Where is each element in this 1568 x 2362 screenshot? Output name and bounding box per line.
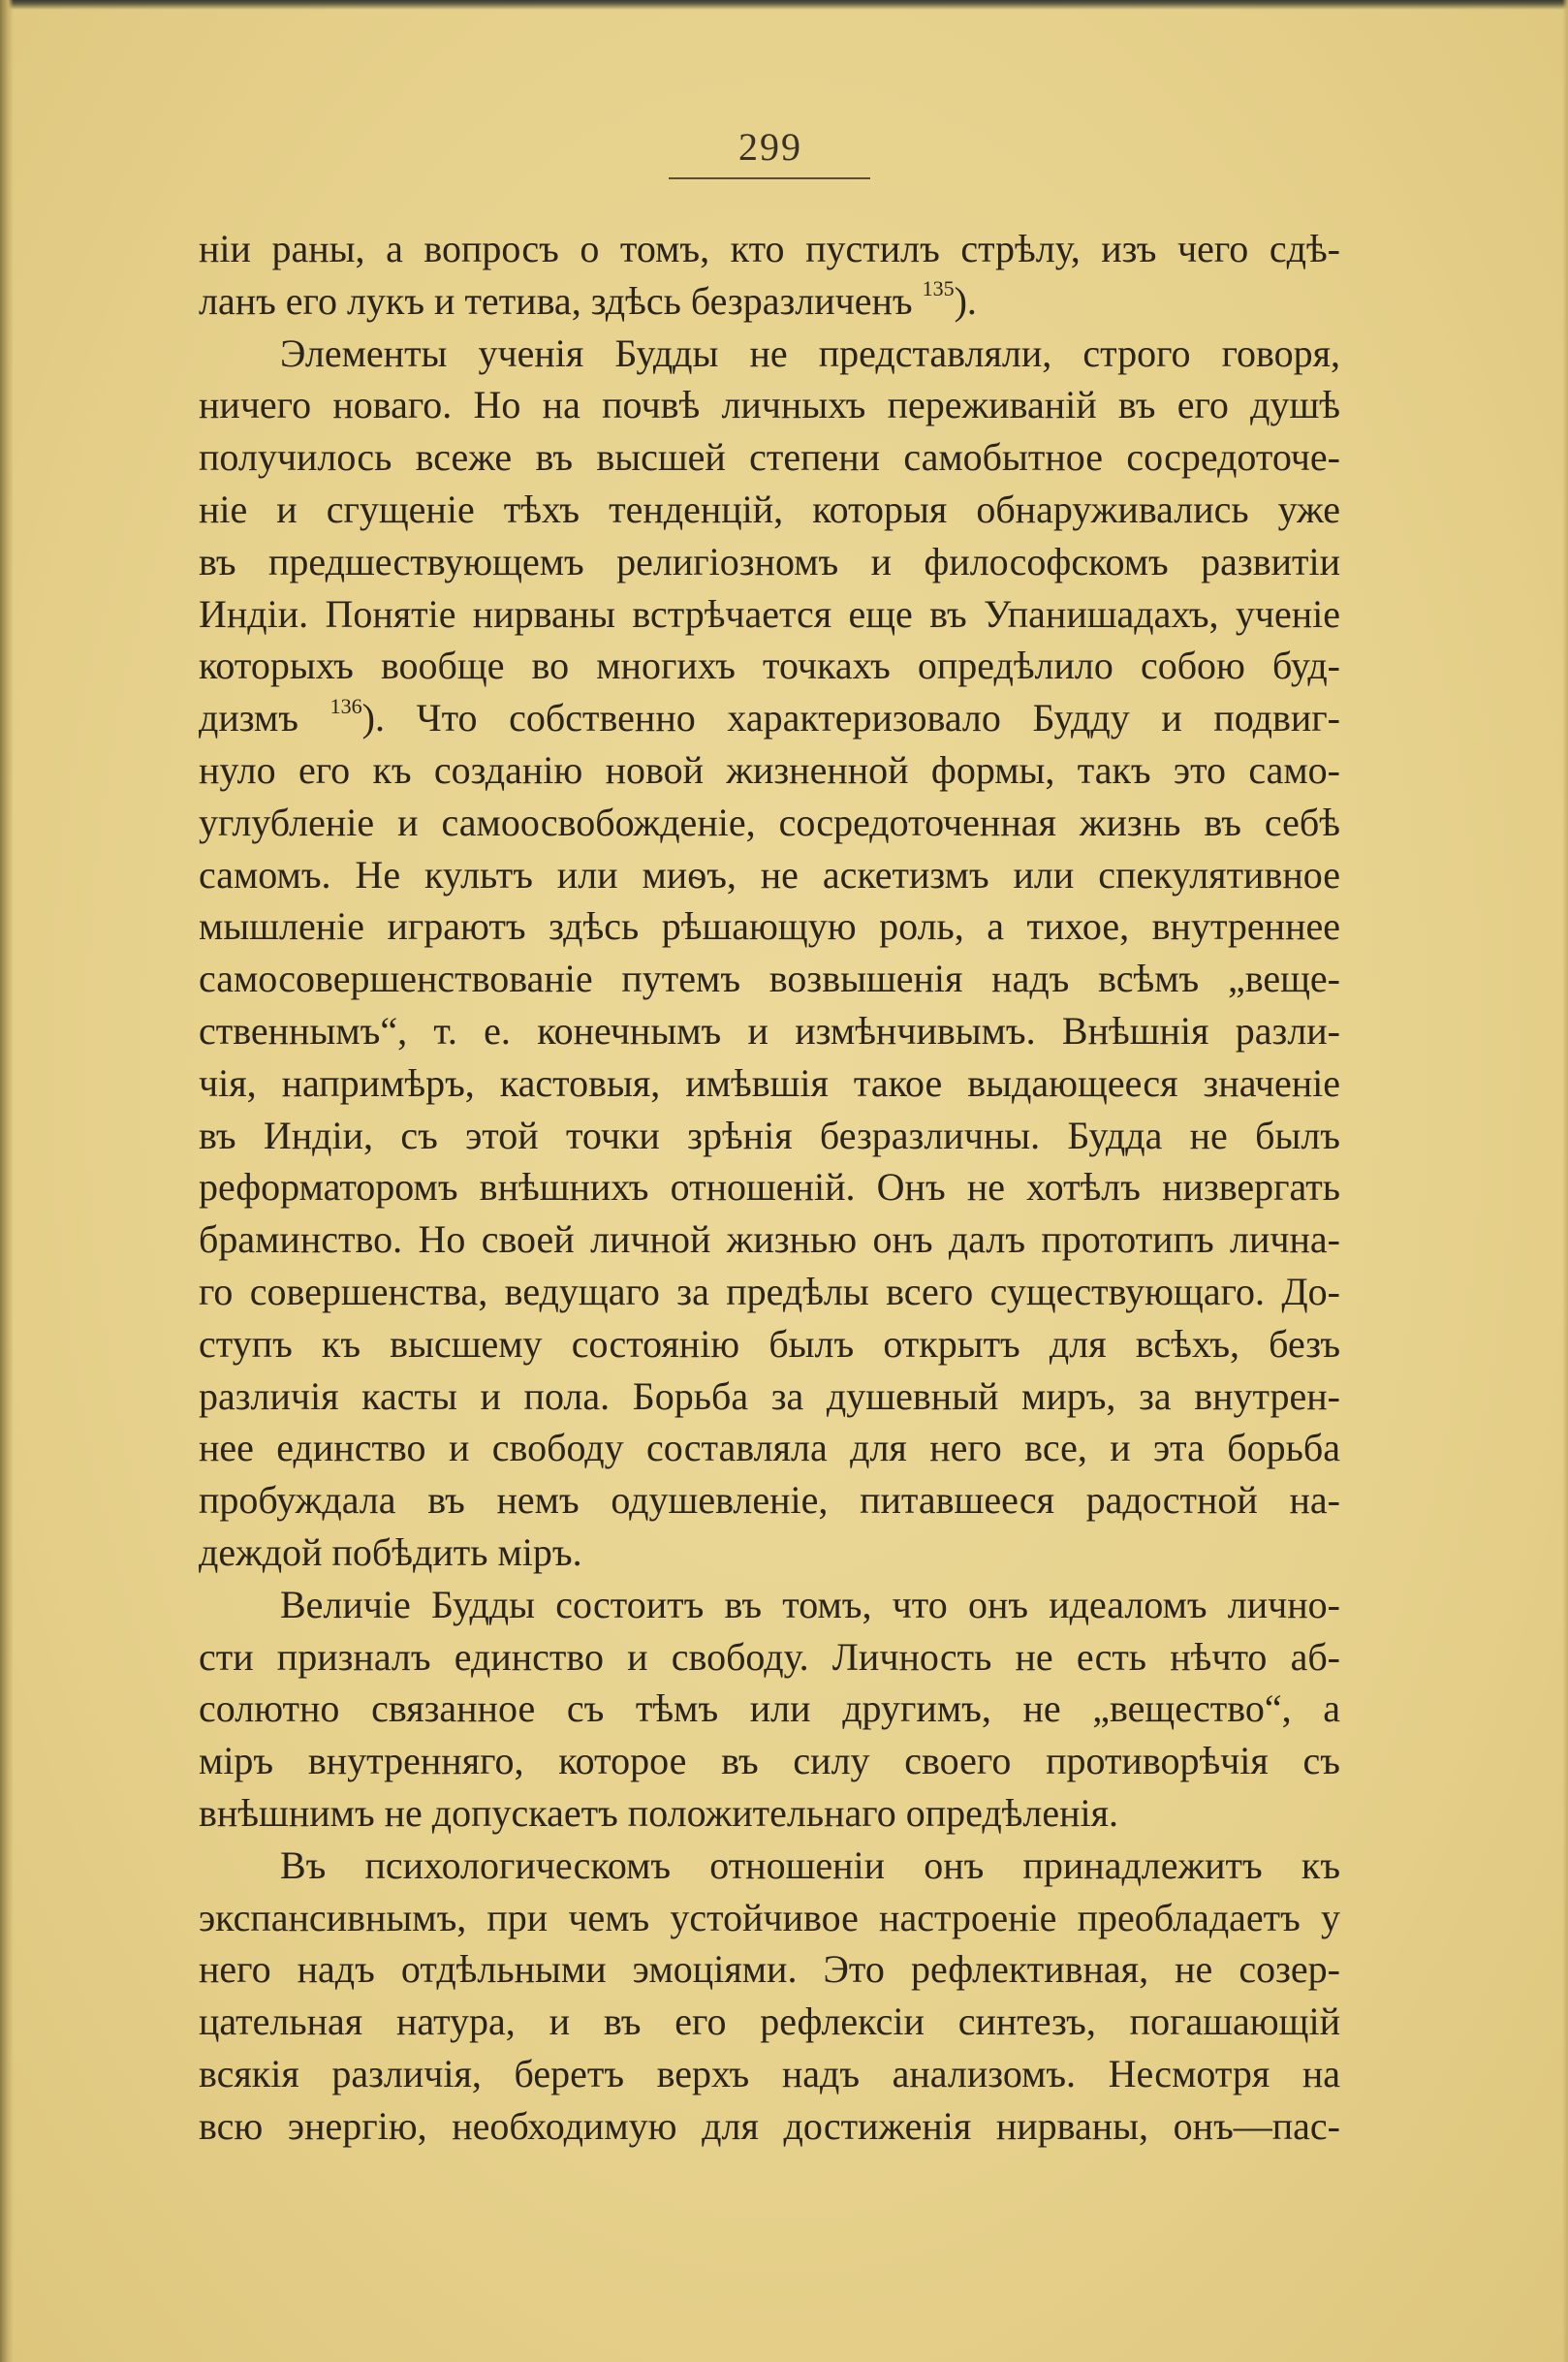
text-line: всю энергію, необходимую для достиженія нирваны, онъ—пас- [199,2103,1340,2148]
text-line-part: ланъ его лукъ и тетива, здѣсь безразличенъ [199,278,913,323]
text-line: сти призналъ единство и свободу. Личность не есть нѣчто аб- [199,1634,1340,1679]
paragraph-4 [199,1840,1340,2153]
paragraph-1 [199,223,1340,328]
text-line: нуло его къ созданію новой жизненной формы, такъ это само- [199,747,1340,792]
text-line: которыхъ вообще во многихъ точкахъ опредѣлило собою буд- [199,644,1340,688]
paragraph-3 [199,1579,1340,1840]
scan-edge-left [0,0,14,2362]
text-line: въ предшествующемъ религіозномъ и философскомъ развитіи [199,539,1340,583]
text-line: цательная натура, и въ его рефлексіи синтезъ, погашающій [199,2000,1340,2044]
footnote-ref-135[interactable]: 135 [922,276,955,301]
text-line: самомъ. Не культъ или миѳъ, не аскетизмъ или спекулятивное [199,852,1340,897]
text-line: него надъ отдѣльными эмоціями. Это рефлективная, не созер- [199,1947,1340,1992]
text-line-part: дизмъ [199,696,298,740]
text-line: Величіе Будды состоитъ въ томъ, что онъ идеаломъ лично- [280,1582,1340,1626]
text-line: реформаторомъ внѣшнихъ отношеній. Онъ не хотѣлъ низвергать [199,1165,1340,1210]
text-line: нее единство и свободу составляла для него все, и эта борьба [199,1426,1340,1470]
text-line: Индіи. Понятіе нирваны встрѣчается еще въ Упанишадахъ, ученіе [199,591,1340,636]
page-number: 299 [738,125,802,169]
text-line: самосовершенствованіе путемъ возвышенія надъ всѣмъ „веще- [199,957,1340,1001]
text-line: ніи раны, а вопросъ о томъ, кто пустилъ стрѣлу, изъ чего сдѣ- [199,227,1340,270]
body-text [199,223,1340,2152]
text-line-part: ). Что собственно характеризовало Будду и подвиг- [361,696,1340,740]
text-line: въ Индіи, съ этой точки зрѣнія безразличны. Будда не былъ [199,1113,1340,1157]
text-line: солютно связанное съ тѣмъ или другимъ, не „вещество“, а [199,1686,1340,1731]
text-line: деждой побѣдить міръ. [199,1529,582,1574]
text-line: ничего новаго. Но на почвѣ личныхъ переживаній въ его душѣ [199,383,1340,427]
text-line: пробуждала въ немъ одушевленіе, питавшееся радостной на- [199,1478,1340,1523]
text-line: экспансивнымъ, при чемъ устойчивое настроеніе преобладаетъ у [199,1895,1340,1939]
text-line: ступъ къ высшему состоянію былъ открытъ для всѣхъ, безъ [199,1321,1340,1366]
text-line: міръ внутренняго, которое въ силу своего противорѣчія съ [199,1739,1340,1783]
text-line: Элементы ученія Будды не представляли, строго говоря, [280,331,1340,375]
text-line: браминство. Но своей личной жизнью онъ далъ прототипъ лична- [199,1217,1340,1262]
text-line [199,692,1340,744]
scan-edge-right [1562,0,1568,2362]
paragraph-2 [199,328,1340,1579]
text-line: ственнымъ“, т. е. конечнымъ и измѣнчивымъ. Внѣшнія разли- [199,1008,1340,1053]
scan-edge-top [0,0,1568,10]
text-line: чія, напримѣръ, кастовыя, имѣвшія такое выдающееся значеніе [199,1060,1340,1105]
page-number-rule [669,177,870,179]
text-line: внѣшнимъ не допускаетъ положительнаго опредѣленія. [199,1790,1119,1835]
text-line [199,275,1340,328]
footnote-ref-136[interactable]: 136 [329,693,362,718]
text-line: всякія различія, беретъ верхъ надъ анализомъ. Несмотря на [199,2051,1340,2095]
text-line: мышленіе играютъ здѣсь рѣшающую роль, а тихое, внутреннее [199,904,1340,949]
text-line: Въ психологическомъ отношеніи онъ принадлежитъ къ [280,1842,1340,1887]
text-line: ніе и сгущеніе тѣхъ тенденцій, которыя обнаруживались уже [199,487,1340,531]
text-line-part: ). [954,278,977,323]
text-line: получилось всеже въ высшей степени самобытное сосредоточе- [199,435,1340,480]
text-line: углубленіе и самоосвобожденіе, сосредоточенная жизнь въ себѣ [199,800,1340,844]
text-line: различія касты и пола. Борьба за душевный миръ, за внутрен- [199,1373,1340,1418]
text-line: го совершенства, ведущаго за предѣлы всего существующаго. До- [199,1269,1340,1313]
